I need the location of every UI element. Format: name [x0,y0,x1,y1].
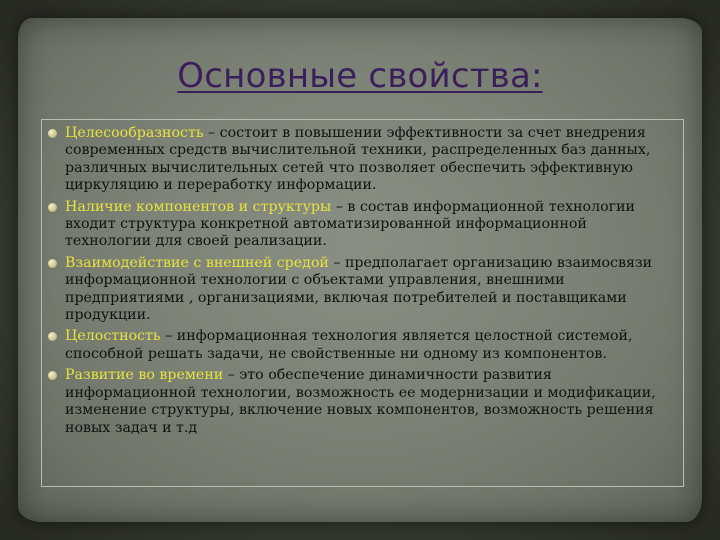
item-term: Взаимодействие с внешней средой [65,254,329,271]
item-text: – информационная технология является целостной системой, способной решать задачи, не свойственные ни одному из компонентов. [65,328,633,362]
item-term: Целостность [65,328,161,345]
circle-bullet-icon [48,259,57,268]
circle-bullet-icon [48,129,57,138]
item-term: Наличие компонентов и структуры [65,198,332,215]
circle-bullet-icon [48,203,57,212]
circle-bullet-icon [48,371,57,380]
item-term: Целесообразность [65,125,204,141]
circle-bullet-icon [48,332,57,341]
properties-list [45,125,675,441]
list-item [45,255,675,325]
item-text: – это обеспечение динамичности развития информационной технологии, возможность ее модернизации и модификации, изменение структуры, включение новых компонентов, возможность решения новых задач и т.д [65,367,656,436]
list-item [45,328,675,363]
item-term: Развитие во времени [65,367,224,384]
list-item [45,125,675,195]
slide-title [0,56,720,96]
item-text: – в состав информационной технологии входит структура конкретной автоматизированной информационной технологии для своей реализации. [65,198,635,250]
item-text: – предполагает организацию взаимосвязи информационной технологии с объектами управления, внешними предприятиями , организациями, включая потребителей и поставщиками продукции. [65,254,653,324]
list-item [45,199,675,251]
slide-title-text: Основные свойства: [177,56,543,96]
item-text: – состоит в повышении эффективности за счет внедрения современных средств вычислительной техники, распределенных баз данных, различных вычислительных сетей что позволяет обеспечить эффективную циркуляцию и переработку информации. [65,125,651,194]
list-item [45,367,675,437]
